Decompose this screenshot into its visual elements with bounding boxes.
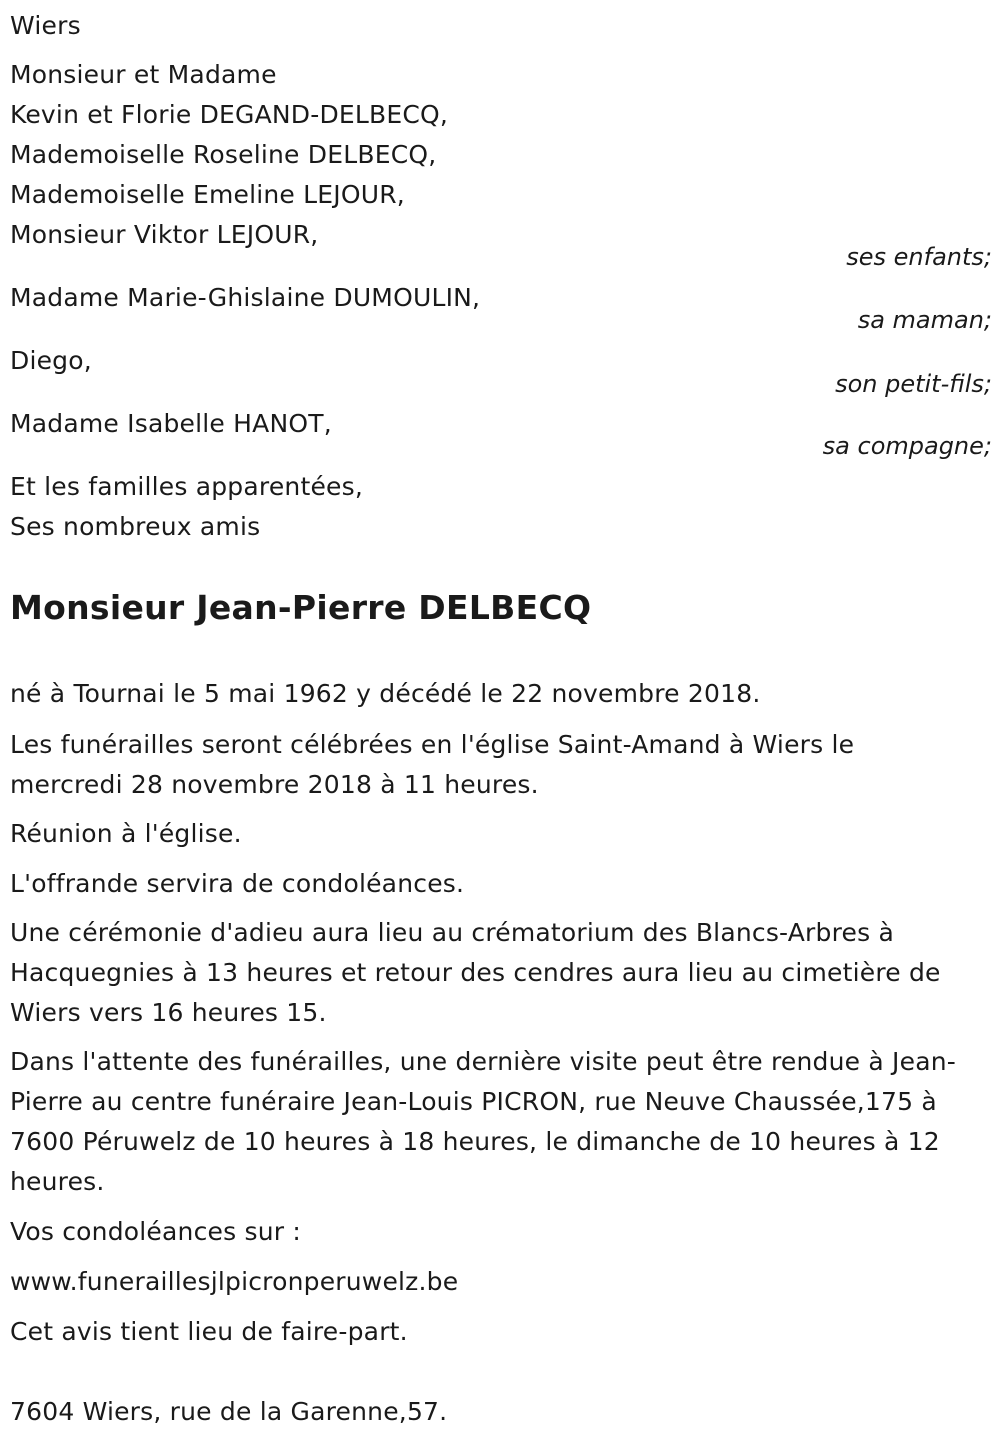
children-line: Kevin et Florie DEGAND-DELBECQ, xyxy=(10,100,449,129)
meeting-line: Réunion à l'église. xyxy=(10,819,242,848)
deceased-name: Monsieur Jean-Pierre DELBECQ xyxy=(10,588,592,627)
location-header: Wiers xyxy=(10,11,81,40)
condolences-website: www.funeraillesjlpicronperuwelz.be xyxy=(10,1267,459,1296)
ceremony-paragraph: Une cérémonie d'adieu aura lieu au crématorium des Blancs-Arbres à Hacquegnies à 13 heures et retour des cendres aura lieu au cimetière de Wiers vers 16 heures 15. xyxy=(10,918,941,1027)
mother-name: Madame Marie-Ghislaine DUMOULIN, xyxy=(10,283,481,312)
children-line: Monsieur et Madame xyxy=(10,60,277,89)
relatives-line: Et les familles apparentées, xyxy=(10,472,363,501)
children-role: ses enfants; xyxy=(846,243,992,271)
birth-death-line: né à Tournai le 5 mai 1962 y décédé le 22 novembre 2018. xyxy=(10,679,761,708)
condolences-label: Vos condoléances sur : xyxy=(10,1217,301,1246)
children-line: Mademoiselle Emeline LEJOUR, xyxy=(10,180,405,209)
offering-line: L'offrande servira de condoléances. xyxy=(10,869,465,898)
notice-line: Cet avis tient lieu de faire-part. xyxy=(10,1317,408,1346)
grandson-role: son petit-fils; xyxy=(835,370,992,398)
funeral-paragraph: Les funérailles seront célébrées en l'église Saint-Amand à Wiers le mercredi 28 novembre 2018 à 11 heures. xyxy=(10,730,855,799)
grandson-name: Diego, xyxy=(10,346,92,375)
children-line: Mademoiselle Roseline DELBECQ, xyxy=(10,140,437,169)
friends-line: Ses nombreux amis xyxy=(10,512,261,541)
address-line: 7604 Wiers, rue de la Garenne,57. xyxy=(10,1397,448,1426)
partner-role: sa compagne; xyxy=(822,432,992,460)
visit-paragraph: Dans l'attente des funérailles, une dernière visite peut être rendue à Jean-Pierre au centre funéraire Jean-Louis PICRON, rue Neuve Chaussée,175 à 7600 Péruwelz de 10 heures à 18 heures, le dimanche de 10 heures à 12 heures. xyxy=(10,1047,956,1196)
children-line: Monsieur Viktor LEJOUR, xyxy=(10,220,319,249)
children-block xyxy=(10,55,992,255)
partner-name: Madame Isabelle HANOT, xyxy=(10,409,332,438)
mother-role: sa maman; xyxy=(857,306,992,334)
